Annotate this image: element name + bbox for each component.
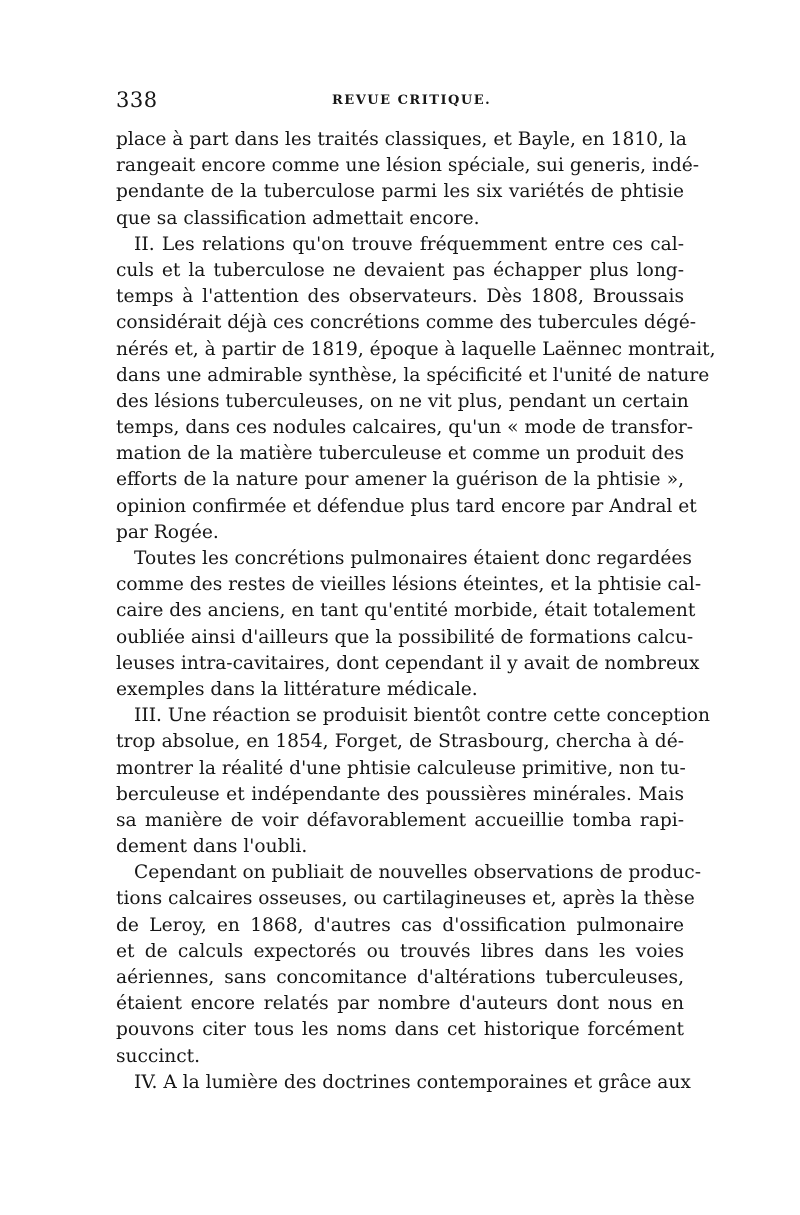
- text-line: nérés et, à partir de 1819, époque à laquelle Laënnec montrait,: [116, 338, 716, 360]
- text-line: que sa classification admettait encore.: [116, 207, 480, 229]
- running-head: REVUE CRITIQUE.: [332, 93, 492, 108]
- text-line: place à part dans les traités classiques, et Bayle, en 1810, la: [116, 129, 687, 150]
- text-line: de Leroy, en 1868, d'autres cas d'ossification pulmonaire: [116, 914, 684, 936]
- text-line: considérait déjà ces concrétions comme des tubercules dégé-: [116, 312, 697, 334]
- text-line: dement dans l'oubli.: [116, 836, 308, 858]
- text-line: rangeait encore comme une lésion spéciale, sui generis, indé-: [116, 155, 700, 177]
- text-line: des lésions tuberculeuses, on ne vit plus, pendant un certain: [116, 390, 689, 412]
- text-line: dans une admirable synthèse, la spécificité et l'unité de nature: [116, 364, 710, 386]
- text-line: opinion confirmée et défendue plus tard encore par Andral et: [116, 495, 697, 517]
- text-line: et de calculs expectorés ou trouvés libres dans les voies: [116, 940, 684, 962]
- text-line: II. Les relations qu'on trouve fréquemment entre ces cal-: [134, 233, 684, 255]
- page-number: 338: [116, 88, 158, 112]
- text-line: trop absolue, en 1854, Forget, de Strasbourg, chercha à dé-: [116, 731, 684, 753]
- text-line: comme des restes de vieilles lésions éteintes, et la phtisie cal-: [116, 574, 702, 596]
- text-line: aériennes, sans concomitance d'altérations tuberculeuses,: [116, 967, 684, 988]
- body-text: [116, 127, 716, 1096]
- text-line: temps, dans ces nodules calcaires, qu'un « mode de transfor-: [116, 417, 694, 439]
- text-line: caire des anciens, en tant qu'entité morbide, était totalement: [116, 600, 696, 622]
- text-line: montrer la réalité d'une phtisie calculeuse primitive, non tu-: [116, 757, 686, 779]
- text-line: Toutes les concrétions pulmonaires étaient donc regardées: [134, 548, 692, 569]
- text-line: exemples dans la littérature médicale.: [116, 678, 478, 700]
- text-line: étaient encore relatés par nombre d'auteurs dont nous en: [116, 993, 684, 1015]
- text-line: succinct.: [116, 1045, 201, 1067]
- text-line: leuses intra-cavitaires, dont cependant il y avait de nombreux: [116, 652, 700, 674]
- text-line: III. Une réaction se produisit bientôt contre cette conception: [134, 705, 710, 727]
- text-line: tions calcaires osseuses, ou cartilagineuses et, après la thèse: [116, 888, 695, 910]
- text-line: culs et la tuberculose ne devaient pas échapper plus long-: [116, 259, 684, 281]
- text-line: Cependant on publiait de nouvelles observations de produc-: [134, 862, 701, 884]
- text-line: efforts de la nature pour amener la guérison de la phtisie »,: [116, 469, 684, 491]
- text-line: oubliée ainsi d'ailleurs que la possibilité de formations calcu-: [116, 626, 694, 648]
- text-line: pendante de la tuberculose parmi les six variétés de phtisie: [116, 181, 684, 203]
- text-line: temps à l'attention des observateurs. Dès 1808, Broussais: [116, 286, 684, 308]
- text-line: IV. A la lumière des doctrines contemporaines et grâce aux: [134, 1071, 691, 1093]
- text-line: sa manière de voir défavorablement accueillie tomba rapi-: [116, 809, 684, 831]
- text-line: mation de la matière tuberculeuse et comme un produit des: [116, 443, 684, 465]
- text-line: par Rogée.: [116, 521, 219, 543]
- text-line: pouvons citer tous les noms dans cet historique forcément: [116, 1019, 684, 1041]
- page-header: [0, 88, 800, 118]
- text-line: berculeuse et indépendante des poussières minérales. Mais: [116, 783, 684, 805]
